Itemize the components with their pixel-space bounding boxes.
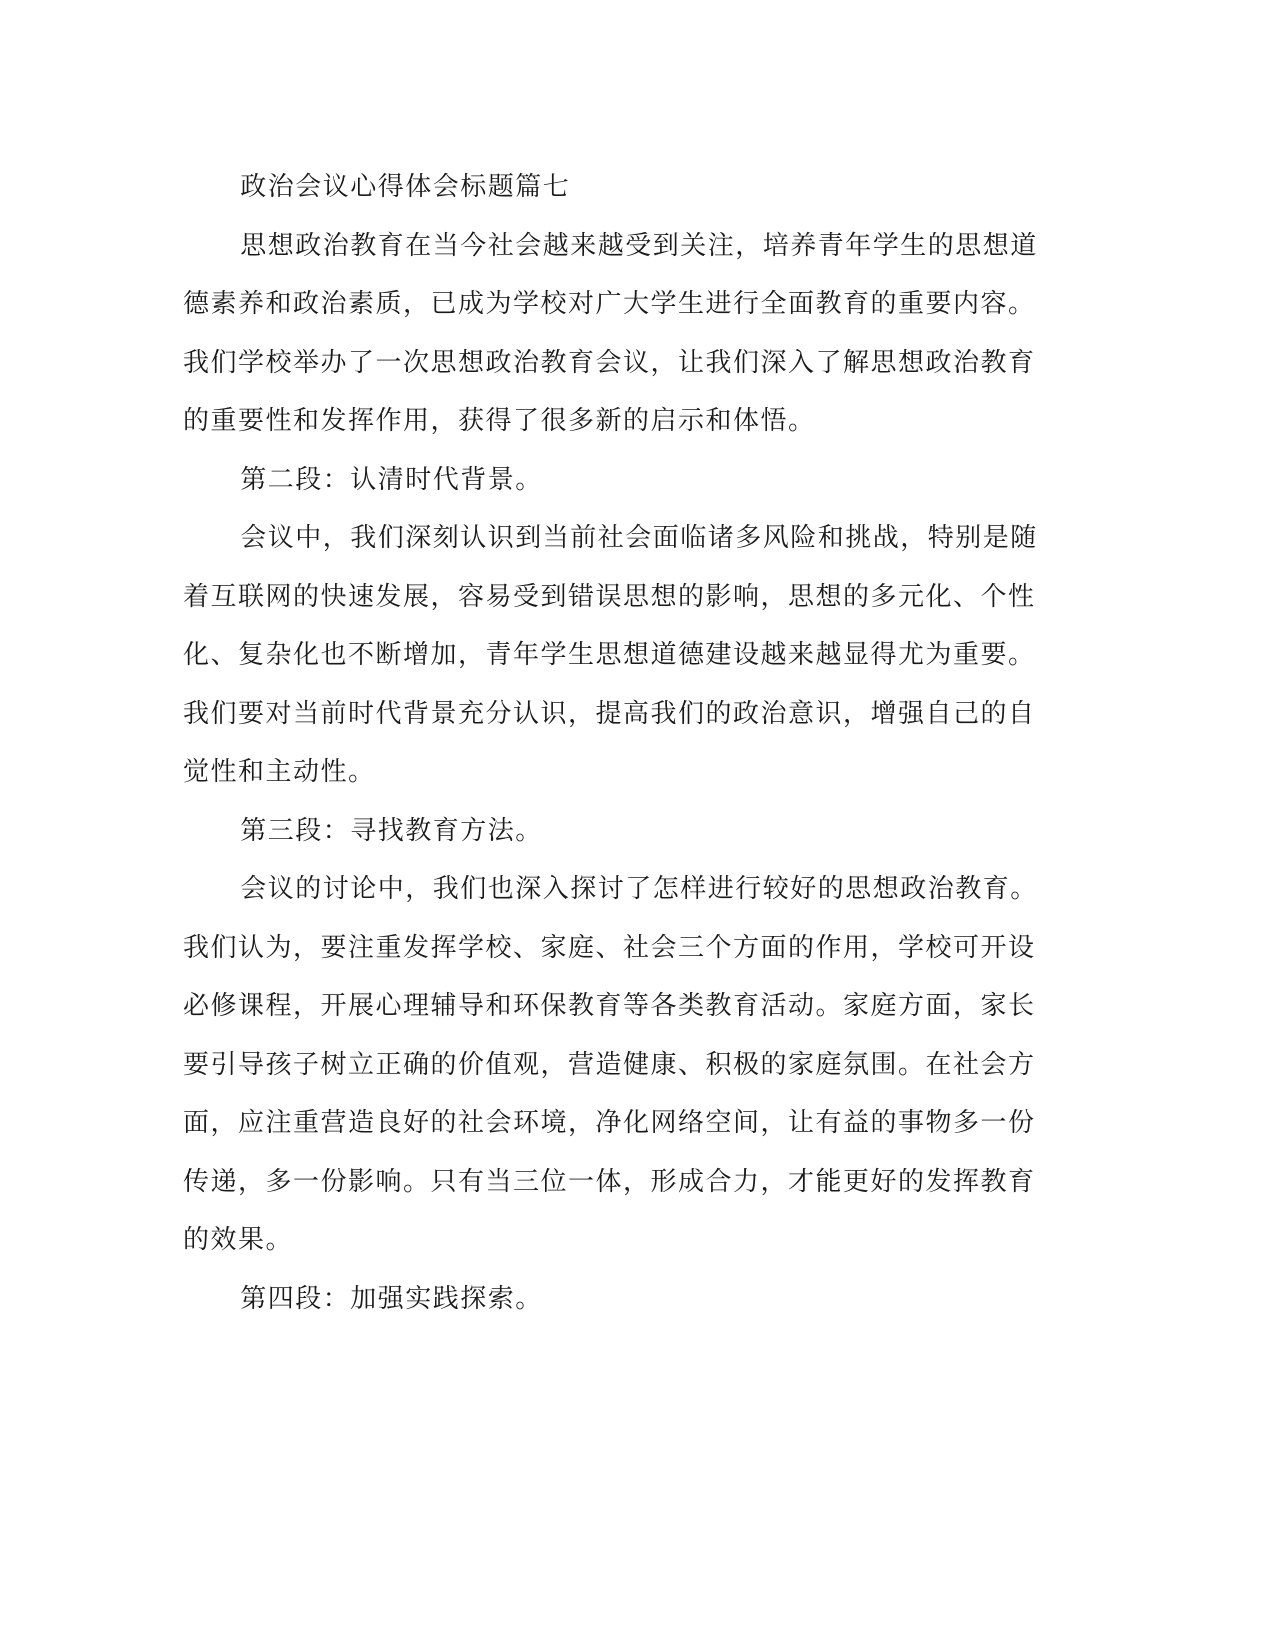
paragraph-intro: 思想政治教育在当今社会越来越受到关注，培养青年学生的思想道德素养和政治素质，已成为学校对广大学生进行全面教育的重要内容。我们学校举办了一次思想政治教育会议，让我们深入了解思想政治教育的重要性和发挥作用，获得了很多新的启示和体悟。 (183, 230, 1038, 436)
paragraph-section-3: 会议的讨论中，我们也深入探讨了怎样进行较好的思想政治教育。我们认为，要注重发挥学校、家庭、社会三个方面的作用，学校可开设必修课程，开展心理辅导和环保教育等各类教育活动。家庭方面，家长要引导孩子树立正确的价值观，营造健康、积极的家庭氛围。在社会方面，应注重营造良好的社会环境，净化网络空间，让有益的事物多一份传递，多一份影响。只有当三位一体，形成合力，才能更好的发挥教育的效果。 (183, 874, 1038, 1255)
document-title: 政治会议心得体会标题篇七 (240, 172, 571, 202)
section-heading-4: 第四段：加强实践探索。 (240, 1283, 543, 1314)
section-heading-3: 第三段：寻找教育方法。 (240, 815, 543, 846)
paragraph-section-2: 会议中，我们深刻认识到当前社会面临诸多风险和挑战，特别是随着互联网的快速发展，容易受到错误思想的影响，思想的多元化、个性化、复杂化也不断增加，青年学生思想道德建设越来越显得尤为重要。我们要对当前时代背景充分认识，提高我们的政治意识，增强自己的自觉性和主动性。 (183, 523, 1038, 787)
section-heading-2: 第二段：认清时代背景。 (240, 464, 543, 495)
document-body (183, 158, 1045, 1328)
